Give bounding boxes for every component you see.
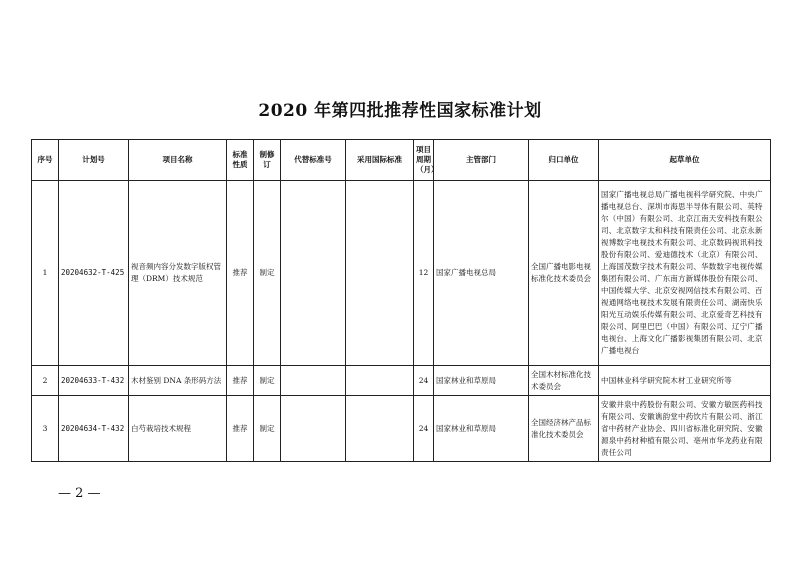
cell-replaces (281, 366, 346, 396)
cell-project-name: 视音频内容分发数字版权管理（DRM）技术规范 (129, 181, 227, 366)
header-replaces: 代替标准号 (281, 140, 346, 181)
cell-revise: 制定 (254, 181, 281, 366)
cell-period: 24 (414, 396, 434, 462)
page-title: 2020 年第四批推荐性国家标准计划 (258, 101, 542, 121)
header-nature: 标准性质 (227, 140, 254, 181)
cell-period: 12 (414, 181, 434, 366)
table-header-row (32, 140, 771, 181)
cell-intl-std (346, 366, 414, 396)
cell-drafting-units: 安徽井泉中药股份有限公司、安徽方敏医药科技有限公司、安徽谯韵堂中药饮片有限公司、浙江省中药材产业协会、四川省标准化研究院、安徽源泉中药材种植有限公司、亳州市华龙药业有限责任公司 (599, 396, 771, 462)
cell-project-name: 木材鉴别 DNA 条形码方法 (129, 366, 227, 396)
cell-revise: 制定 (254, 396, 281, 462)
table-row (32, 181, 771, 366)
cell-seq: 3 (32, 396, 59, 462)
header-revise: 制修订 (254, 140, 281, 181)
cell-replaces (281, 396, 346, 462)
standards-table (31, 139, 771, 462)
header-drafting-units: 起草单位 (599, 140, 771, 181)
cell-nature: 推荐 (227, 366, 254, 396)
cell-intl-std (346, 181, 414, 366)
header-seq: 序号 (32, 140, 59, 181)
cell-drafting-units: 国家广播电视总局广播电视科学研究院、中央广播电视总台、深圳市海思半导体有限公司、英特尔（中国）有限公司、北京江南天安科技有限公司、北京数字太和科技有限责任公司、北京永新视博数字电视技术有限公司、北京数码视讯科技股份有限公司、爱迪德技术（北京）有限公司、上海国茂数字技术有限公司、华数数字电视传媒集团有限公司、广东南方新媒体股份有限公司、中国传媒大学、北京安视网信技术有限公司、百视通网络电视技术发展有限责任公司、湖南快乐阳光互动娱乐传媒有限公司、北京爱奇艺科技有限公司、阿里巴巴（中国）有限公司、辽宁广播电视台、上海文化广播影视集团有限公司、北京广播电视台 (599, 181, 771, 366)
header-plan-no: 计划号 (59, 140, 129, 181)
cell-project-name: 白芍栽培技术规程 (129, 396, 227, 462)
cell-dept: 国家林业和草原局 (434, 366, 529, 396)
page-number: — 2 — (58, 486, 101, 501)
cell-committee: 全国经济林产品标准化技术委员会 (529, 396, 599, 462)
table-row (32, 396, 771, 462)
cell-plan-no: 20204632-T-425 (59, 181, 129, 366)
table-row (32, 366, 771, 396)
cell-replaces (281, 181, 346, 366)
cell-dept: 国家广播电视总局 (434, 181, 529, 366)
cell-nature: 推荐 (227, 181, 254, 366)
header-intl-std: 采用国际标准 (346, 140, 414, 181)
cell-drafting-units: 中国林业科学研究院木材工业研究所等 (599, 366, 771, 396)
header-committee: 归口单位 (529, 140, 599, 181)
cell-seq: 1 (32, 181, 59, 366)
cell-committee: 全国木材标准化技术委员会 (529, 366, 599, 396)
header-period: 项目周期（月） (414, 140, 434, 181)
header-dept: 主管部门 (434, 140, 529, 181)
header-project-name: 项目名称 (129, 140, 227, 181)
cell-revise: 制定 (254, 366, 281, 396)
cell-plan-no: 20204633-T-432 (59, 366, 129, 396)
cell-seq: 2 (32, 366, 59, 396)
cell-dept: 国家林业和草原局 (434, 396, 529, 462)
cell-nature: 推荐 (227, 396, 254, 462)
cell-plan-no: 20204634-T-432 (59, 396, 129, 462)
cell-intl-std (346, 396, 414, 462)
cell-period: 24 (414, 366, 434, 396)
cell-committee: 全国广播电影电视标准化技术委员会 (529, 181, 599, 366)
